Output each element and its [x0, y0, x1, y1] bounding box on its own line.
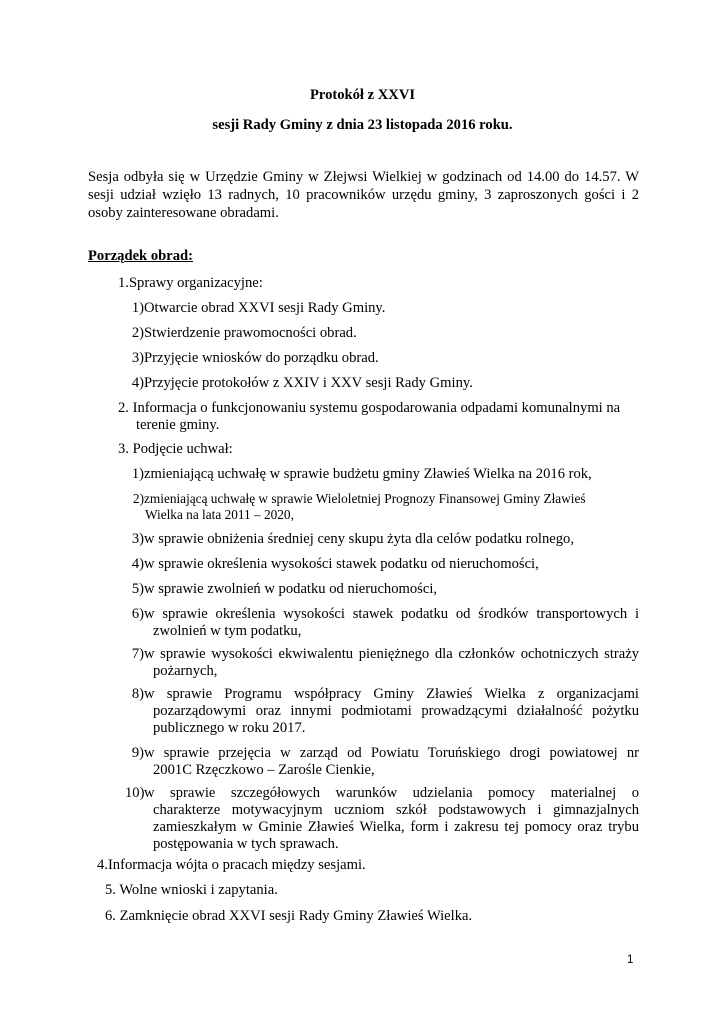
title-line-2: sesji Rady Gminy z dnia 23 listopada 2016 roku.: [212, 117, 513, 133]
subitem-line: zmieniającą uchwałę w sprawie budżetu gminy Zławieś Wielka na 2016 rok,: [144, 466, 592, 482]
subitem-number: 2): [132, 491, 144, 506]
subitem-line: zmieniającą uchwałę w sprawie Wieloletniej Prognozy Finansowej Gminy Zławieś: [144, 491, 586, 506]
subitem-text: [144, 646, 639, 680]
subitem-text: Stwierdzenie prawomocności obrad.: [144, 325, 357, 341]
subitem-line: zwolnień w tym podatku,: [153, 623, 302, 639]
subitem-line: w sprawie przejęcia w zarząd od Powiatu Toruńskiego drogi powiatowej nr: [144, 745, 639, 761]
subitem-line: Wielka na lata 2011 – 2020,: [145, 507, 294, 522]
subitem-text: Otwarcie obrad XXVI sesji Rady Gminy.: [144, 300, 386, 316]
agenda-subitem: [125, 466, 639, 483]
subitem-line: w sprawie Programu współpracy Gminy Zławieś Wielka z organizacjami: [144, 686, 639, 702]
agenda-subitem: [125, 646, 639, 680]
agenda-subitem: [125, 300, 639, 317]
subitem-text: [144, 686, 639, 737]
agenda-heading: Porządek obrad:: [88, 248, 193, 264]
subitem-line: zamieszkałym w Gminie Zławieś Wielka, form i zakresu tej pomocy oraz trybu: [153, 819, 639, 835]
subitem-text: [144, 491, 639, 523]
item-2-line-1: 2. Informacja o funkcjonowaniu systemu gospodarowania odpadami komunalnymi na: [118, 400, 621, 416]
subitem-number: 8): [131, 686, 144, 702]
agenda-subitem: [125, 556, 639, 573]
agenda-subitem: [125, 375, 639, 392]
subitem-line: w sprawie zwolnień w podatku od nieruchomości,: [144, 581, 438, 597]
subitem-line: w sprawie szczegółowych warunków udzielania pomocy materialnej o: [144, 785, 639, 801]
agenda-subitem: [125, 531, 639, 548]
subitem-text: [144, 531, 639, 548]
agenda-subitem: [125, 581, 639, 598]
subitem-text: [144, 581, 639, 598]
subitem-number: 6): [131, 606, 144, 622]
intro-paragraph: Sesja odbyła się w Urzędzie Gminy w Złejwsi Wielkiej w godzinach od 14.00 do 14.57. W sesji udział wzięło 13 radnych, 10 pracowników urzędu gminy, 3 zaproszonych gości i 2 osoby zainteresowane obradami.: [88, 169, 639, 221]
agenda-subitem: [125, 325, 639, 342]
agenda-subitem: [125, 350, 639, 367]
subitem-line: pożarnych,: [153, 663, 218, 679]
agenda-item-4: 4.Informacja wójta o pracach między sesjami.: [97, 857, 366, 873]
title-line-1: Protokół z XXVI: [309, 87, 416, 103]
subitem-text: [144, 556, 639, 573]
subitem-text: [144, 466, 639, 483]
agenda-subitem: [125, 491, 639, 523]
agenda-item-2: [118, 400, 638, 434]
subitem-number: 5): [131, 581, 144, 597]
subitem-line: w sprawie określenia wysokości stawek podatku od środków transportowych i: [144, 606, 639, 622]
subitem-number: 1): [131, 300, 144, 316]
subitem-line: postępowania w tych sprawach.: [153, 836, 339, 852]
agenda-subitem: [125, 606, 639, 640]
subitem-number: 9): [131, 745, 144, 761]
subitem-number: 7): [131, 646, 144, 662]
subitem-line: w sprawie wysokości ekwiwalentu pieniężnego dla członków ochotniczych straży: [144, 646, 639, 662]
agenda-item-1: 1.Sprawy organizacyjne:: [118, 275, 263, 291]
subitem-number: 4): [131, 375, 144, 391]
agenda-item-5: 5. Wolne wnioski i zapytania.: [105, 882, 278, 898]
subitem-number: 3): [131, 531, 144, 547]
subitem-number: 1): [131, 466, 144, 482]
subitem-number: 4): [131, 556, 144, 572]
subitem-number: 2): [131, 325, 144, 341]
agenda-subitem: [125, 785, 639, 853]
agenda-subitem: [125, 686, 639, 737]
subitem-text: Przyjęcie protokołów z XXIV i XXV sesji Rady Gminy.: [144, 375, 473, 391]
subitem-line: w sprawie obniżenia średniej ceny skupu żyta dla celów podatku rolnego,: [144, 531, 574, 547]
subitem-line: 2001C Rzęczkowo – Zarośle Cienkie,: [153, 762, 375, 778]
subitem-line: pozarządowymi oraz innymi podmiotami prowadzącymi działalność pożytku: [153, 703, 639, 719]
agenda-item-6: 6. Zamknięcie obrad XXVI sesji Rady Gminy Zławieś Wielka.: [105, 908, 473, 924]
agenda-subitem: [125, 745, 639, 779]
subitem-text: [144, 785, 639, 853]
subitem-number: 3): [131, 350, 144, 366]
subitem-line: w sprawie określenia wysokości stawek podatku od nieruchomości,: [144, 556, 539, 572]
subitem-number: 10): [125, 785, 145, 801]
subitem-text: [144, 606, 639, 640]
subitem-text: Przyjęcie wniosków do porządku obrad.: [144, 350, 379, 366]
subitem-line: publicznego w roku 2017.: [153, 720, 306, 736]
item-2-line-2: terenie gminy.: [136, 417, 220, 433]
agenda-item-3: 3. Podjęcie uchwał:: [118, 441, 233, 457]
page-number: 1: [627, 954, 634, 966]
subitem-line: charakterze motywacyjnym uczniom szkół podstawowych i gimnazjalnych: [153, 802, 639, 818]
subitem-text: [144, 745, 639, 779]
